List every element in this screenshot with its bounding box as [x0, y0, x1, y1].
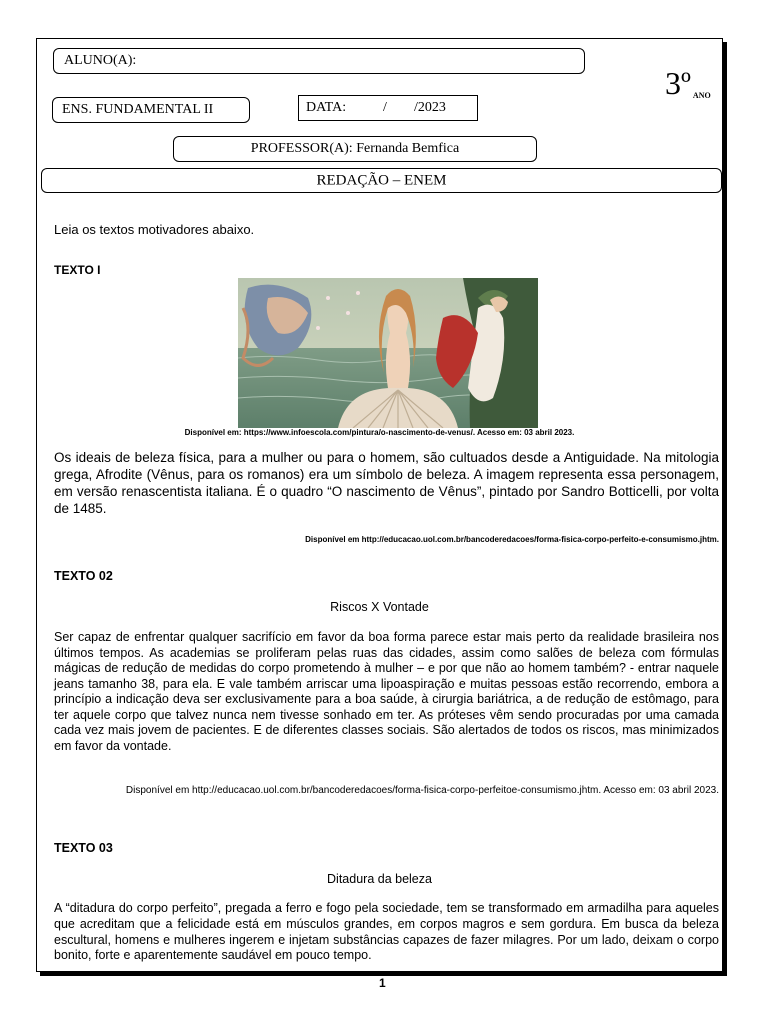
page-number: 1: [379, 976, 386, 990]
grade-word: ANO: [692, 91, 711, 100]
texto3-title: Ditadura da beleza: [327, 872, 432, 886]
student-name-field[interactable]: [53, 48, 585, 74]
texto1-image-caption: Disponível em: https://www.infoescola.com/pintura/o-nascimento-de-venus/. Acesso em: 03 abril 2023.: [184, 428, 575, 437]
birth-of-venus-painting: [238, 278, 538, 428]
grade-number: 3º: [665, 65, 691, 101]
student-label: ALUNO(A):: [64, 53, 137, 68]
intro-text: Leia os textos motivadores abaixo.: [54, 222, 255, 237]
texto3-body: A “ditadura do corpo perfeito”, pregada a ferro e fogo pela sociedade, tem se transformado em armadilha para aqueles que acreditam que a felicidade está em músculos grandes, em corpos magros e sem gordura. Em busca da beleza escultural, homens e mulheres ingerem e injetam substâncias capazes de fazer milagres. Por um lado, deixam o corpo bonito, forte e aparentemente saudável em pouco tempo.: [54, 901, 719, 963]
teacher-box: [173, 136, 537, 162]
page-frame: [36, 38, 723, 972]
teacher-name: PROFESSOR(A): Fernanda Bemfica: [250, 141, 460, 156]
grade-indicator: [665, 65, 713, 102]
school-level-box: [52, 97, 250, 123]
date-field[interactable]: [298, 95, 478, 121]
texto2-heading: TEXTO 02: [54, 569, 113, 583]
texto3-heading: TEXTO 03: [54, 841, 113, 855]
texto1-heading: TEXTO I: [54, 263, 101, 277]
texto1-source: Disponível em http://educacao.uol.com.br/bancoderedacoes/forma-fisica-corpo-perfeito-e-consumismo.jhtm.: [305, 535, 719, 544]
date-separator: /: [383, 100, 387, 115]
subject-box: [41, 168, 722, 193]
painting-illustration: [238, 278, 538, 428]
texto2-body: Ser capaz de enfrentar qualquer sacrifício em favor da boa forma parece estar mais perto da realidade brasileira nos últimos tempos. As academias se proliferam pelas ruas das cidades, assim como salões de beleza com fórmulas mágicas de redução de medidas do corpo prometendo à mulher – e por que não ao homem também? - entrar naquele jeans tamanho 38, para ela. E vale também arriscar uma lipoaspiração e muitas pessoas estão recorrendo, embora a princípio a indicação deva ser exclusivamente para a boa saúde, à cirurgia bariátrica, a de redução de estômago, para ter aquele corpo que talvez nunca nem tivesse sonhado em ter. As próteses vêm sendo procuradas por uma camada cada vez mais jovem de pacientes. E de diferentes classes sociais. São alertados de todos os riscos, mas minimizados em favor da vontade.: [54, 630, 719, 753]
texto1-body: Os ideais de beleza física, para a mulher ou para o homem, são cultuados desde a Antiguidade. Na mitologia grega, Afrodite (Vênus, para os romanos) era um símbolo de beleza. A imagem representa essa personagem, em versão renascentista italiana. É o quadro “O nascimento de Vênus”, pintado por Sandro Botticelli, por volta de 1485.: [54, 450, 719, 516]
texto2-source: Disponível em http://educacao.uol.com.br/bancoderedacoes/forma-fisica-corpo-perfeitoe-consumismo.jhtm. Acesso em: 03 abril 2023.: [125, 785, 719, 796]
school-level: ENS. FUNDAMENTAL II: [62, 102, 214, 117]
date-year: /2023: [414, 100, 446, 115]
texto2-title: Riscos X Vontade: [330, 600, 429, 614]
subject-title: REDAÇÃO – ENEM: [316, 172, 447, 188]
date-label: DATA:: [306, 100, 347, 115]
